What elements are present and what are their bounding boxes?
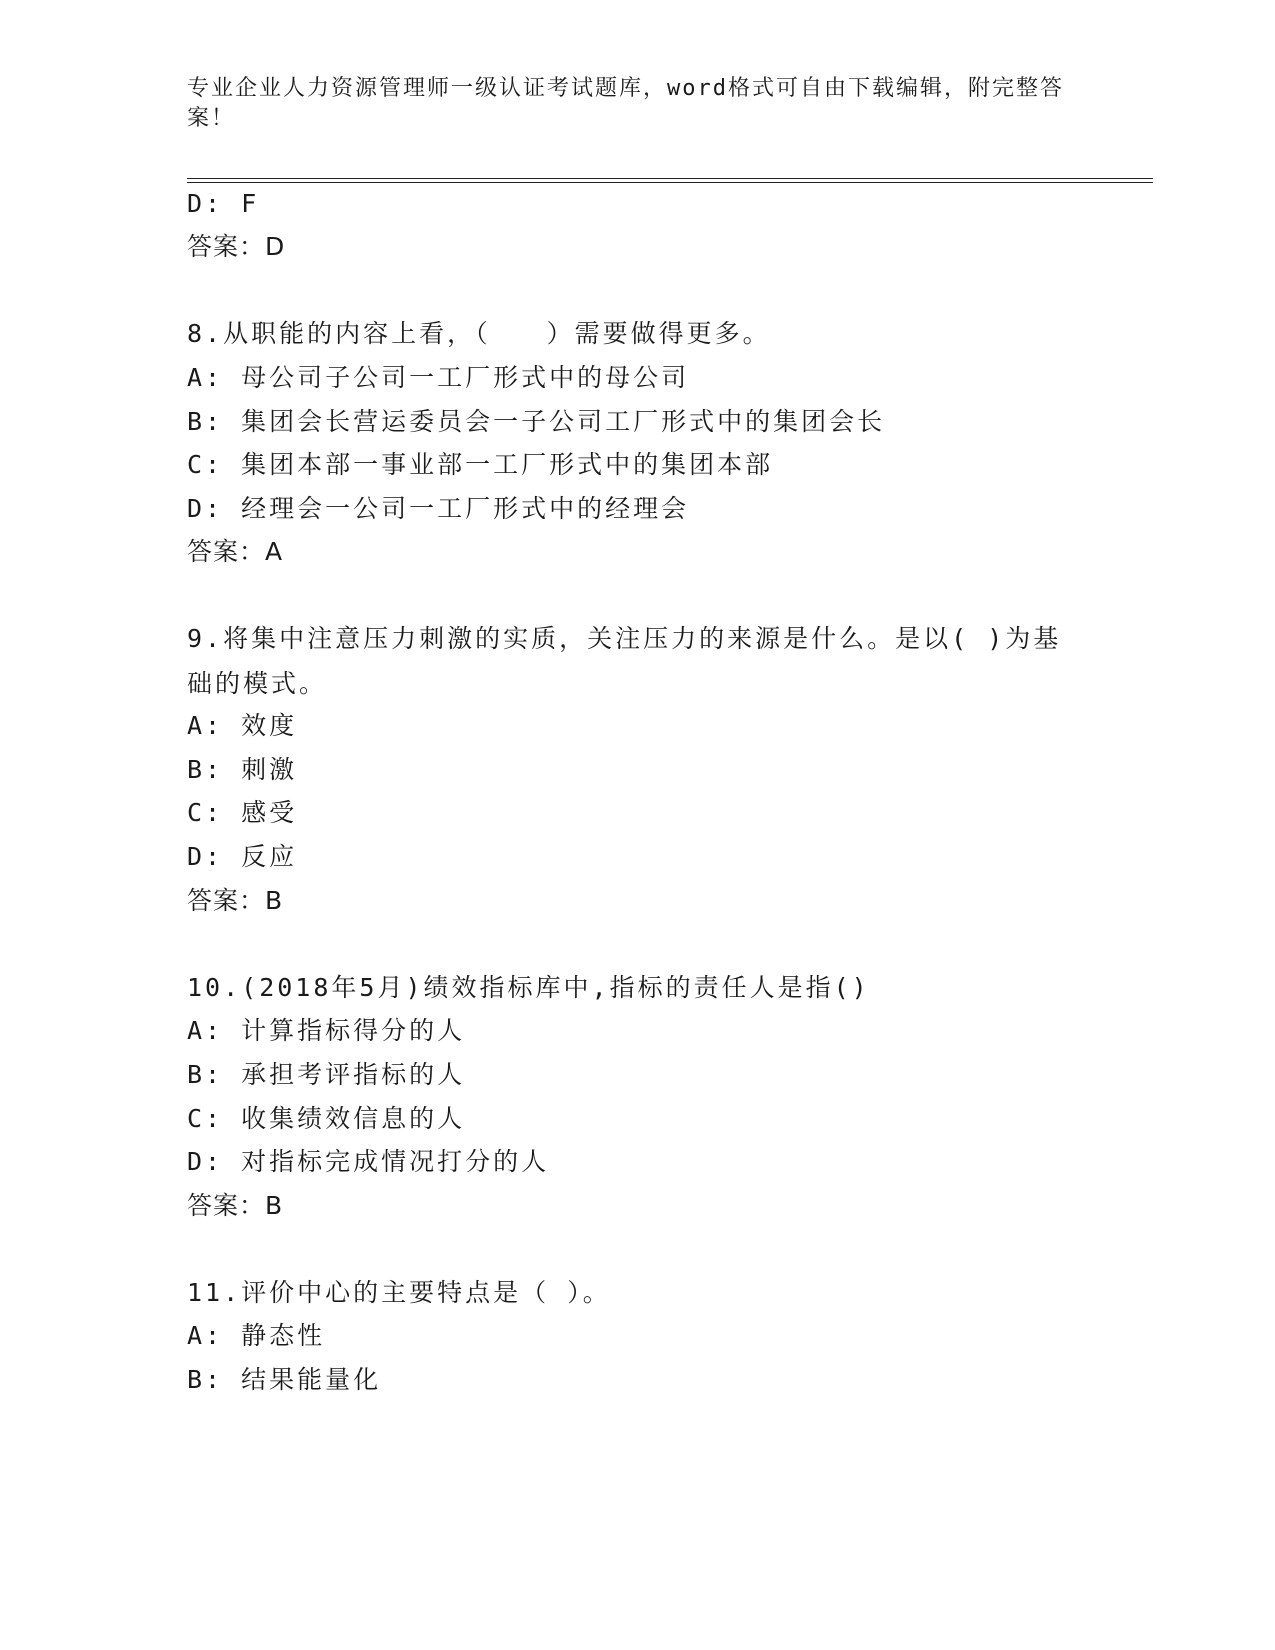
header-divider-top: [187, 178, 1153, 179]
question-9-stem: 9.将集中注意压力刺激的实质，关注压力的来源是什么。是以( )为基础的模式。: [187, 624, 1062, 698]
question-11-stem: 11.评价中心的主要特点是（ ）。: [187, 1278, 611, 1307]
question-10-stem: 10.(2018年5月)绩效指标库中,指标的责任人是指(): [187, 973, 870, 1002]
question-10-answer: 答案：B: [187, 1191, 284, 1220]
header-divider-bottom: [187, 182, 1153, 183]
question-11-option-a: A: 静态性: [187, 1321, 326, 1350]
question-8-stem: 8.从职能的内容上看，（ ）需要做得更多。: [187, 319, 771, 348]
question-9-option-c: C: 感受: [187, 798, 298, 827]
prev-answer: 答案：D: [187, 232, 286, 261]
prev-option-d: D: F: [187, 189, 260, 218]
question-8-option-a: A: 母公司子公司一工厂形式中的母公司: [187, 363, 690, 392]
question-9-option-d: D: 反应: [187, 842, 298, 871]
question-10-option-a: A: 计算指标得分的人: [187, 1016, 466, 1045]
question-8-option-c: C: 集团本部一事业部一工厂形式中的集团本部: [187, 450, 774, 479]
question-9-option-b: B: 刺激: [187, 755, 298, 784]
question-9-option-a: A: 效度: [187, 711, 298, 740]
question-9-answer: 答案：B: [187, 886, 284, 915]
question-11-option-b: B: 结果能量化: [187, 1365, 382, 1394]
question-8-option-d: D: 经理会一公司一工厂形式中的经理会: [187, 494, 690, 523]
question-8-option-b: B: 集团会长营运委员会一子公司工厂形式中的集团会长: [187, 407, 886, 436]
question-10-option-d: D: 对指标完成情况打分的人: [187, 1147, 550, 1176]
question-8-answer: 答案：A: [187, 537, 284, 566]
page-header: 专业企业人力资源管理师一级认证考试题库，word格式可自由下载编辑，附完整答案！: [187, 76, 1064, 131]
question-10-option-b: B: 承担考评指标的人: [187, 1060, 466, 1089]
question-10-option-c: C: 收集绩效信息的人: [187, 1104, 466, 1133]
